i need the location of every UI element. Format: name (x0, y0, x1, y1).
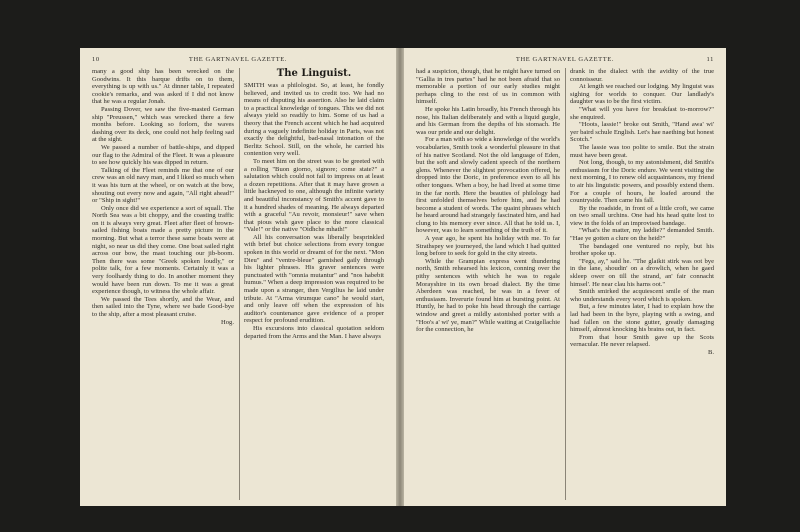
left-column-2 (244, 68, 384, 340)
article-signature: B. (707, 348, 714, 356)
paragraph: The bandaged one ventured no reply, but his brother spoke up. (570, 242, 714, 258)
paragraph: While the Grampian express went thundering north, Smith rehearsed his lexicon, conning over the pithy sentences with which he was to regale Morayshire in its own broad dialect. By the time Aberdeen was reached, he was in a fever of enthusiasm. Inverurie found him at bursting point. At Huntly, he had to poke his head through the carriage window and greet a mildly astonished porter with a "Hoo's a' wi' ye, man?" While waiting at Craigellachie for the connection, he (416, 257, 560, 334)
column-divider (239, 68, 240, 500)
paragraph: For a man with so wide a knowledge of the world's vocabularies, Smith took a wonderful pleasure in that of his native Scotland. Not the old language of Eden, but the soft and slowly cadent speech of the northern glens. Whenever the slightest provocation offered, he dropped into the Doric, in preference even to all his other tongues. When a boy, he had lived at some time in the far north. Here the beauties of philology had first unfolded themselves before him, and he had become a student of words. The quaint phrases which he heard around had strangely fascinated him, and had clung to his memory ever since. All that he told us. I, however, was to learn something of the truth of it. (416, 136, 560, 235)
column-divider (565, 68, 566, 500)
right-page-number: 11 (706, 56, 714, 63)
paragraph: "What's the matter, my laddie?" demanded Smith. "Hae ye gotten a clure on the heid?" (570, 227, 714, 243)
right-page-header (416, 56, 714, 68)
paragraph: SMITH was a philologist. So, at least, he fondly believed, and invited us to credit too. We had no means of disputing his assertion. Also he laid claim to a practical knowledge of tongues. This we did not always yield so readily to him. Some of us had a theory that the French accent which he had acquired during a vaguely indefinite holiday in Paris, was not exactly the delightful, bad-nasal intonation of the Berlitz School. Still, on the whole, he carried his contention very well. (244, 82, 384, 158)
paragraph: We passed the Tees shortly, and the Wear, and then sailed into the Tyne, where we bade Good-bye to the ship, after a most pleasant cruise. (92, 295, 234, 318)
article-title: The Linguist. (276, 68, 352, 79)
book-gutter (396, 48, 404, 506)
paragraph: "Fegs, ay," said he. "The glaikit stirk was oot bye in the lane, shoudin' on a drowlich, when he gaed skleep ower on till the strand, an' fair connacht himsel'. He near clau his harns oot." (570, 257, 714, 288)
paragraph: "What will you have for breakfast to-morrow?" she enquired. (570, 105, 714, 121)
paragraph: Passing Dover, we saw the five-masted German ship "Preussen," which was wrecked there a few months before. Looking so forlorn, the waves dashing over its deck, one could not help feeling sad at the sight. (92, 105, 234, 144)
paragraph: We passed a number of battle-ships, and dipped our flag to the Admiral of the Fleet. It was a pleasure to see how quickly his was dipped in return. (92, 143, 234, 167)
right-running-title: THE GARTNAVEL GAZETTE. (515, 56, 615, 63)
left-running-title: THE GARTNAVEL GAZETTE. (188, 56, 288, 63)
article-signature: Hog. (220, 318, 234, 326)
paragraph: Only once did we experience a sort of squall. The North Sea was a bit choppy, and the coasting traffic on it is always very great. Fleet after fleet of brown-sailed fishing boats made a pretty picture in the morning. But what a terror these same boats were at night, so near us did they come. One boat sailed right across our bow, the mast touching our jib-boom. Then there was some "Greek spoken loudly," or polite talk, for a few moments. Certainly it was a very foolhardy thing to do. In another moment they would have been run down. To me it was a great experience though, to witness the whole affair. (92, 204, 234, 296)
left-page-header (92, 56, 384, 68)
paragraph: To meet him on the street was to be greeted with a rolling "Buon giorno, signore; come state?" a salutation which could not fail to impress on at least a dozen repetitions. After that it may have grown a little hackneyed to one, although the infinite variety and beautiful inconstancy of Smith's accent gave to it a hundred shades of meaning. He always departed with a graceful "Au revoir, monsieur!" save when that pious wish gave place to the more classical "Vale!" or the native "Oidhche mhath!" (244, 157, 384, 234)
paragraph: His excursions into classical quotation seldom departed from the Arms and the Man. I have always (244, 325, 384, 340)
paragraph: From that hour Smith gave up the Scots vernacular. He never relapsed. (570, 333, 714, 349)
left-page-number: 10 (92, 56, 100, 63)
paragraph: drank in the dialect with the avidity of the true connoisseur. (570, 68, 714, 83)
paragraph: many a good ship has been wrecked on the Goodwins. It this barque drifts on to them, everything is up with us." At dinner table, I repeated cookie's remarks, and was asked if I did not know that he was a regular Jonah. (92, 68, 234, 106)
right-column-2 (570, 68, 714, 357)
paragraph: Talking of the Fleet reminds me that one of our crew was an old navy man, and I liked so much when it was his turn at the wheel, or on watch at the bow, shouting out every now and again, "All right ahead!" or "Ship in sight!" (92, 166, 234, 205)
paragraph: had a suspicion, though, that he might have turned on "Gallia in tres partes" had he not been afraid that so memorable a portion of our early studies might perhaps cling to the rest of us in common with himself. (416, 68, 560, 106)
left-page (80, 48, 396, 506)
paragraph: All his conversation was liberally besprinkled with brief but choice selections from every tongue spoken in this world or dreamt of for the next. "Mon Dieu" and "ventre-bleue" garnished gaily through his lighter phrases. His graver sentences were punctuated with "omnia mutantur" and "nos habebit humus." When a deep impression was required to be made upon a stranger, then Vergilius he laid under tribute. At "Arma virumque cano" he would start, and only leave off when the expression of his auditor's countenance gave evidence of a proper respect for profound erudition. (244, 233, 384, 325)
right-page (404, 48, 726, 506)
paragraph: The lassie was too polite to smile. But the strain must have been great. (570, 143, 714, 159)
paragraph: But, a few minutes later, I had to explain how the lad had been in the byre, playing with a swing, and had fallen on the stone gutter, greatly damaging himself, almost knocking his brains out, in fact. (570, 303, 714, 334)
paragraph: A year ago, he spent his holiday with me. To far Strathspey we journeyed, the land which I had quitted long before to seek for gold in the city streets. (416, 235, 560, 258)
paragraph: "Hoots, lassie!" broke out Smith, "Hand awa' wi' yer baird schule English. Let's hae naething but honest Scotch." (570, 121, 714, 144)
left-column-1 (92, 68, 234, 326)
paragraph: By the roadside, in front of a little croft, we came on two small urchins. One had his head quite lost to view in the folds of an improvised bandage. (570, 204, 714, 227)
paragraph: He spoke his Latin broadly, his French through his nose, his Italian deliberately and with a liquid gurgle, and his German from the depths of his stomach. He was our pride and our delight. (416, 105, 560, 136)
paragraph: At length we reached our lodging. My linguist was sighing for worlds to conquer. Our landlady's daughter was to be the first victim. (570, 83, 714, 106)
right-column-1 (416, 68, 560, 334)
paragraph: Smith smirked the acquiescent smile of the man who understands every word which is spoken. (570, 288, 714, 303)
paragraph: Not long, though, to my astonishment, did Smith's enthusiasm for the Doric endure. We went visiting the next morning, I to renew old acquaintances, my friend to air his linguistic powers, and possibly extend them. For a couple of hours, he loafed around the countryside. Then came his fall. (570, 159, 714, 205)
